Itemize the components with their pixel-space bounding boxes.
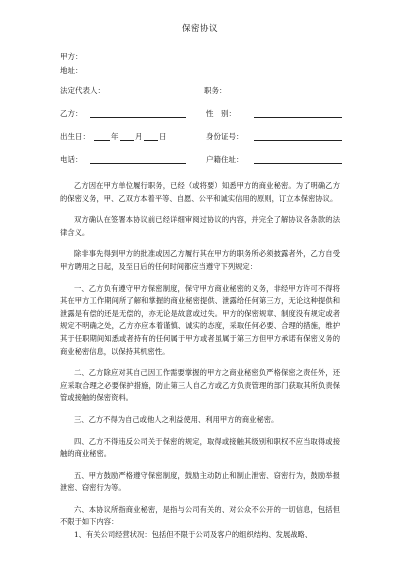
address-row	[60, 65, 340, 79]
paragraph-confirmation: 双方确认在签署本协议前已经详细审阅过协议的内容，并完全了解协议各条款的法律含义。	[60, 215, 340, 237]
birth-day-label: 日	[159, 132, 167, 141]
id-number-label: 身份证号：	[206, 132, 244, 141]
party-b-row	[60, 108, 340, 122]
party-a-label: 甲方：	[60, 52, 83, 61]
birth-year-field[interactable]	[94, 131, 110, 141]
legal-rep-label: 法定代表人：	[60, 86, 105, 95]
gender-label: 性 别：	[206, 109, 236, 118]
birth-row	[60, 131, 340, 145]
address-label: 地址：	[60, 66, 83, 75]
birth-month-field[interactable]	[120, 131, 134, 141]
birth-year-label: 年	[111, 132, 119, 141]
clause-3: 三、乙方不得为自己或他人之利益使用、利用甲方的商业秘密。	[74, 414, 279, 424]
clause-2: 二、乙方除应对其自己因工作需要掌握的甲方之商业秘密负严格保密之责任外，还应采取合理之必要保护措施，防止第三人自乙方或乙方负责管理的部门获取其所负责保管或接触的保密资料。	[60, 368, 340, 403]
hukou-field[interactable]	[254, 154, 342, 164]
clause-6: 六、本协议所指商业秘密，是指与公司有关的、对公众不公开的一切信息，包括但不限于如下内容：	[60, 504, 340, 527]
legal-rep-row	[60, 85, 340, 99]
paragraph-general-rule: 除非事先得到甲方的批准或因乙方履行其在甲方的职务所必须披露者外，乙方自受甲方聘用之日起，及至日后的任何时间都应当遵守下列规定：	[60, 249, 340, 271]
id-number-field[interactable]	[254, 131, 342, 141]
hukou-label: 户籍住址：	[206, 155, 244, 164]
phone-field[interactable]	[90, 154, 186, 164]
gender-field[interactable]	[254, 108, 342, 118]
clause-4: 四、乙方不得违反公司关于保密的规定，取得或接触其级别和职权不应当取得或接触的商业秘密。	[60, 436, 340, 459]
party-a-row	[60, 51, 340, 65]
clause-6-item-1: 1、有关公司经营状况：包括但不限于公司及客户的组织结构、发展战略、	[74, 530, 313, 540]
phone-row	[60, 154, 340, 168]
party-b-name-field[interactable]	[90, 108, 186, 118]
paragraph-intro: 乙方因在甲方单位履行职务，已经（或将要）知悉甲方的商业秘密。为了明确乙方的保密义务，甲、乙双方本着平等、自愿、公平和诚实信用的原则，订立本保密协议。	[60, 181, 340, 203]
clause-1: 一、乙方负有遵守甲方保密制度，保守甲方商业秘密的义务，非经甲方许可不得将其在甲方工作期间所了解和掌握的商业秘密提供、泄露给任何第三方，无论这种提供和泄露是有偿的还是无偿的，亦无论是故意或过失。甲方的保密规章、制度没有规定或者规定不明确之处，乙方亦应本着谨慎、诚实的态度，采取任何必要、合理的措施，维护其于任职期间知悉或者持有的任何属于甲方或者虽属于第三方但甲方承诺有保密义务的商业秘密信息，以保持其机密性。	[60, 283, 340, 356]
birth-label: 出生日：	[60, 132, 90, 141]
clause-5: 五、甲方鼓励严格遵守保密制度，鼓励主动防止和制止泄密、窃密行为，鼓励举报泄密、窃密行为等。	[60, 470, 340, 493]
document-title: 保密协议	[181, 24, 218, 34]
position-label: 职务：	[204, 86, 227, 95]
birth-day-field[interactable]	[144, 131, 158, 141]
party-b-label: 乙方：	[60, 109, 83, 118]
phone-label: 电话：	[60, 155, 83, 164]
birth-month-label: 月	[135, 132, 143, 141]
